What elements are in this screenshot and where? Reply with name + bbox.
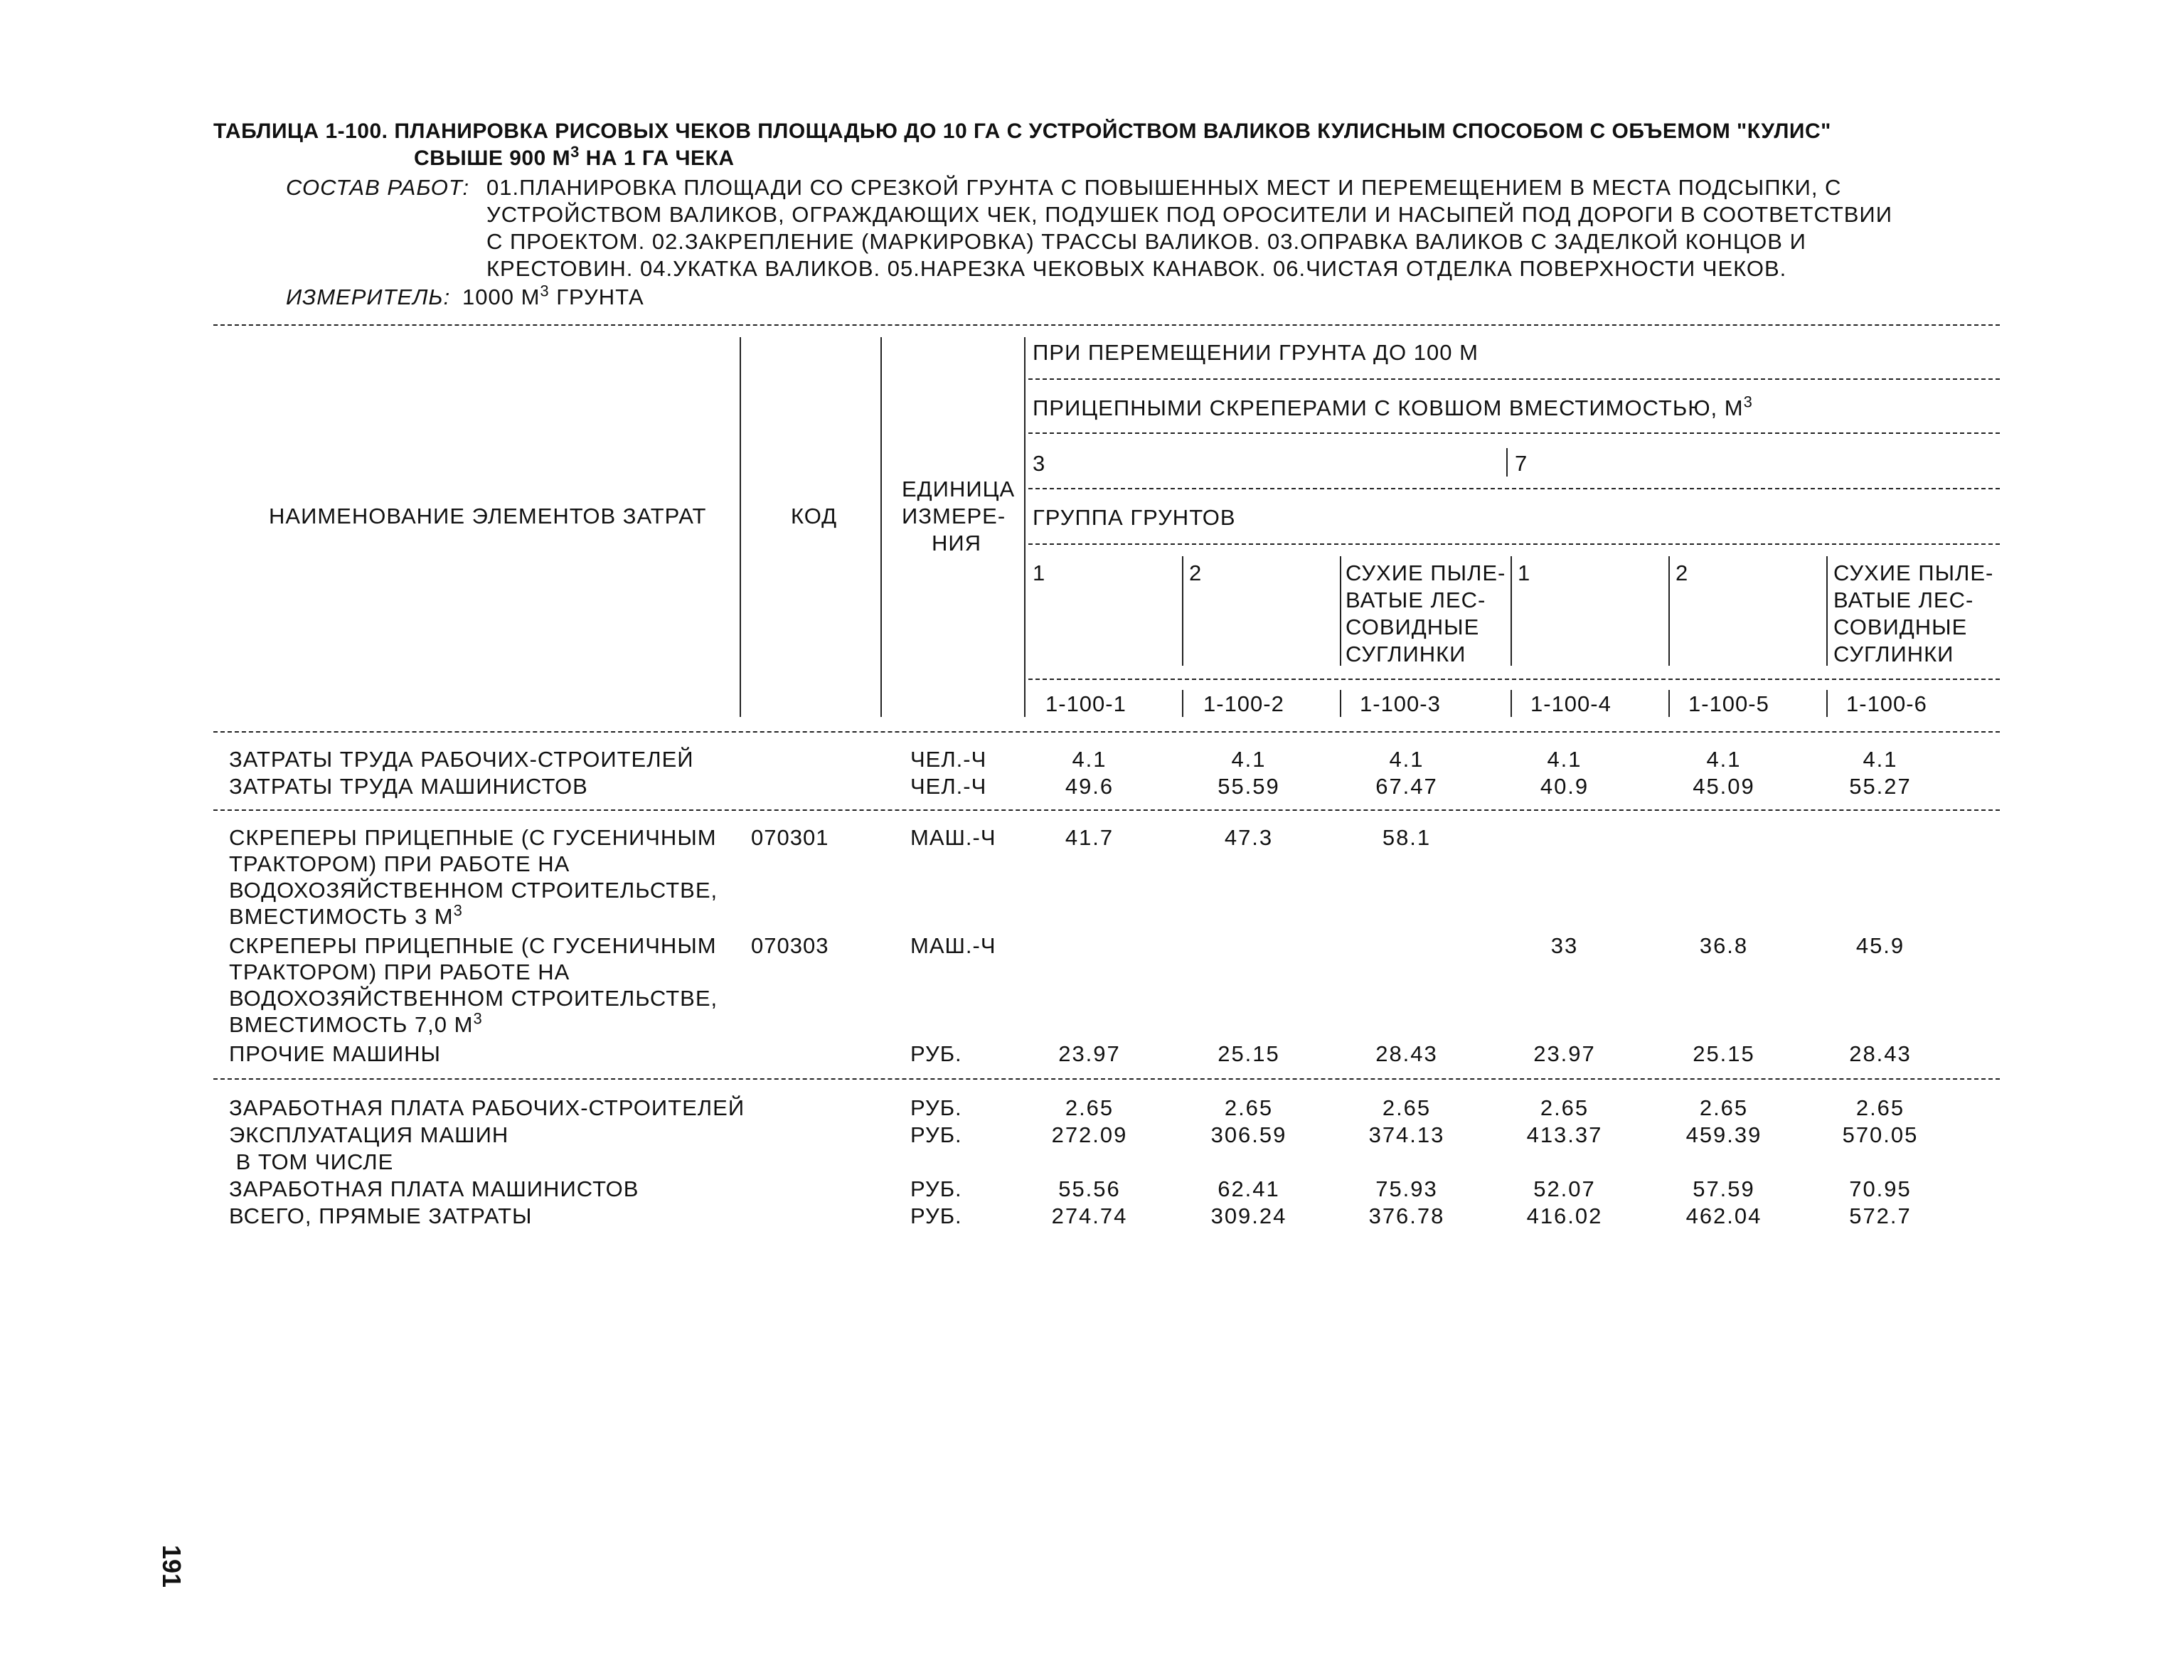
table-cell-value: 28.43 [1375, 1041, 1438, 1066]
table-cell-value: 2.65 [1382, 1095, 1432, 1120]
header-group-2a: 2 [1189, 560, 1203, 585]
table-cell-value: 55.27 [1849, 774, 1912, 799]
rule-after-labor [213, 809, 2000, 811]
header-dry-a-2: ВАТЫЕ ЛЕС- [1346, 588, 1486, 612]
table-cell-value: 67.47 [1375, 774, 1438, 799]
table-row-name: ЗАРАБОТНАЯ ПЛАТА МАШИНИСТОВ [229, 1176, 639, 1201]
table-cell-value: 36.8 [1699, 933, 1749, 958]
measure-text: 1000 М [462, 285, 540, 309]
table-cell-value: 309.24 [1210, 1203, 1287, 1228]
vrule-code-row-6 [1826, 690, 1828, 717]
table-row-name-line [229, 901, 463, 930]
header-code-5: 1-100-5 [1688, 691, 1769, 716]
table-cell-value: 459.39 [1685, 1122, 1762, 1147]
row-name-text: ПРОЧИЕ МАШИНЫ [229, 1041, 441, 1066]
table-row-name-line [229, 1041, 441, 1067]
table-row-name-line [229, 959, 570, 985]
header-movement: ПРИ ПЕРЕМЕЩЕНИИ ГРУНТА ДО 100 М [1033, 340, 1479, 365]
header-capacity-3: 3 [1033, 451, 1046, 476]
rule-top [213, 324, 2000, 326]
table-row-unit: МАШ.-Ч [910, 825, 996, 850]
rule-after-machines [213, 1078, 2000, 1080]
table-cell-value: 572.7 [1849, 1203, 1912, 1228]
row-name-text: ТРАКТОРОМ) ПРИ РАБОТЕ НА [229, 959, 570, 984]
header-group-1a: 1 [1033, 560, 1046, 585]
header-dry-b-3: СОВИДНЫЕ [1833, 615, 1968, 639]
vrule-g1b [1511, 556, 1512, 666]
header-code-6: 1-100-6 [1846, 691, 1927, 716]
table-cell-value: 2.65 [1855, 1095, 1905, 1120]
vrule-name [740, 337, 741, 717]
composition-line-2: УСТРОЙСТВОМ ВАЛИКОВ, ОГРАЖДАЮЩИХ ЧЕК, ПОДУШЕК ПОД ОРОСИТЕЛИ И НАСЫПЕЙ ПОД ДОРОГИ В СООТВЕТСТВИИ [486, 202, 1892, 227]
composition-line-4: КРЕСТОВИН. 04.УКАТКА ВАЛИКОВ. 05.НАРЕЗКА ЧЕКОВЫХ КАНАВОК. 06.ЧИСТАЯ ОТДЕЛКА ПОВЕРХНОСТИ ЧЕКОВ. [486, 256, 1787, 281]
table-cell-value: 33 [1550, 933, 1579, 958]
table-cell-value: 55.59 [1218, 774, 1280, 799]
table-title-line1: ТАБЛИЦА 1-100. ПЛАНИРОВКА РИСОВЫХ ЧЕКОВ ПЛОЩАДЬЮ ДО 10 ГА С УСТРОЙСТВОМ ВАЛИКОВ КУЛИСНЫМ СПОСОБОМ С ОБЪЕМОМ "КУЛИС" [213, 119, 1831, 143]
table-row-code: 070301 [751, 825, 829, 850]
composition-line-3: С ПРОЕКТОМ. 02.ЗАКРЕПЛЕНИЕ (МАРКИРОВКА) ТРАССЫ ВАЛИКОВ. 03.ОПРАВКА ВАЛИКОВ С ЗАДЕЛКОЙ КОНЦОВ И [486, 229, 1806, 254]
table-cell-value: 75.93 [1375, 1176, 1438, 1201]
measure-label: ИЗМЕРИТЕЛЬ: [286, 285, 451, 309]
header-scrapers-text: ПРИЦЕПНЫМИ СКРЕПЕРАМИ С КОВШОМ ВМЕСТИМОСТЬЮ, М [1033, 395, 1744, 420]
table-cell-value: 2.65 [1224, 1095, 1274, 1120]
title-sup: 3 [570, 143, 580, 161]
header-dry-b-1: СУХИЕ ПЫЛЕ- [1833, 560, 1994, 585]
table-cell-value: 55.56 [1058, 1176, 1121, 1201]
table-cell-value: 416.02 [1526, 1203, 1603, 1228]
table-row-name: ЗАРАБОТНАЯ ПЛАТА РАБОЧИХ-СТРОИТЕЛЕЙ [229, 1095, 745, 1120]
rule-h4 [1028, 543, 2000, 545]
title-line2-text: СВЫШЕ 900 М [414, 147, 571, 170]
header-name: НАИМЕНОВАНИЕ ЭЛЕМЕНТОВ ЗАТРАТ [269, 504, 707, 528]
vrule-code-row-2 [1182, 690, 1183, 717]
table-cell-value: 62.41 [1218, 1176, 1280, 1201]
table-cell-value: 2.65 [1699, 1095, 1749, 1120]
table-row-unit: МАШ.-Ч [910, 933, 996, 958]
table-row-name-line [229, 825, 717, 851]
composition-line-1: 01.ПЛАНИРОВКА ПЛОЩАДИ СО СРЕЗКОЙ ГРУНТА С ПОВЫШЕННЫХ МЕСТ И ПЕРЕМЕЩЕНИЕМ В МЕСТА ПОДСЫПКИ, С [486, 175, 1842, 200]
vrule-g2a [1182, 556, 1183, 666]
composition-label: СОСТАВ РАБОТ: [286, 175, 470, 200]
header-unit-3: НИЯ [932, 531, 982, 555]
table-cell-value: 45.9 [1855, 933, 1905, 958]
table-row-unit: РУБ. [910, 1203, 962, 1228]
row-name-text: СКРЕПЕРЫ ПРИЦЕПНЫЕ (С ГУСЕНИЧНЫМ [229, 825, 717, 850]
header-dry-b-2: ВАТЫЕ ЛЕС- [1833, 588, 1974, 612]
table-cell-value: 4.1 [1706, 747, 1742, 772]
header-unit-2: ИЗМЕРЕ- [902, 504, 1006, 528]
table-cell-value: 413.37 [1526, 1122, 1603, 1147]
header-dry-a-3: СОВИДНЫЕ [1346, 615, 1480, 639]
header-code-2: 1-100-2 [1203, 691, 1284, 716]
header-unit-1: ЕДИНИЦА [902, 477, 1016, 501]
header-dry-b-4: СУГЛИНКИ [1833, 642, 1954, 666]
table-row-name-line [229, 933, 717, 959]
table-cell-value: 49.6 [1065, 774, 1114, 799]
table-cell-value: 376.78 [1368, 1203, 1445, 1228]
table-row-name: ВСЕГО, ПРЯМЫЕ ЗАТРАТЫ [229, 1203, 533, 1228]
row-name-text: ВОДОХОЗЯЙСТВЕННОМ СТРОИТЕЛЬСТВЕ, [229, 878, 718, 903]
table-cell-value: 4.1 [1863, 747, 1898, 772]
table-cell-value: 4.1 [1389, 747, 1424, 772]
table-cell-value: 2.65 [1065, 1095, 1114, 1120]
table-cell-value: 58.1 [1382, 825, 1432, 850]
rule-header-bottom [213, 731, 2000, 733]
header-dry-a-4: СУГЛИНКИ [1346, 642, 1466, 666]
table-cell-value: 374.13 [1368, 1122, 1445, 1147]
table-cell-value: 28.43 [1849, 1041, 1912, 1066]
table-cell-value: 4.1 [1072, 747, 1107, 772]
table-row-unit: РУБ. [910, 1095, 962, 1120]
table-cell-value: 462.04 [1685, 1203, 1762, 1228]
table-row-name-line [229, 986, 718, 1011]
table-row-name: В ТОМ ЧИСЛЕ [229, 1149, 394, 1174]
table-cell-value: 4.1 [1231, 747, 1267, 772]
table-cell-value: 2.65 [1540, 1095, 1589, 1120]
header-capacity-7: 7 [1515, 451, 1528, 476]
table-cell-value: 41.7 [1065, 825, 1114, 850]
header-group-1b: 1 [1518, 560, 1531, 585]
table-row-name-line [229, 878, 718, 903]
page-number: 191 [157, 1545, 186, 1588]
table-row-name-line [229, 851, 570, 877]
table-cell-value: 70.95 [1849, 1176, 1912, 1201]
table-cell-value: 47.3 [1224, 825, 1274, 850]
table-cell-value: 25.15 [1693, 1041, 1755, 1066]
table-cell-value: 25.15 [1218, 1041, 1280, 1066]
rule-h3 [1028, 488, 2000, 489]
table-row-unit: ЧЕЛ.-Ч [910, 774, 987, 799]
table-row-unit: РУБ. [910, 1176, 962, 1201]
table-cell-value: 23.97 [1533, 1041, 1596, 1066]
vrule-code-row-3 [1340, 690, 1341, 717]
vrule-dry-a [1340, 556, 1341, 666]
header-scrapers [1033, 395, 1753, 421]
measure-value [462, 282, 644, 310]
row-name-text: ВОДОХОЗЯЙСТВЕННОМ СТРОИТЕЛЬСТВЕ, [229, 986, 718, 1011]
header-dry-a-1: СУХИЕ ПЫЛЕ- [1346, 560, 1506, 585]
vrule-unit [1024, 337, 1026, 717]
vrule-cap7 [1506, 448, 1508, 477]
row-name-text: СКРЕПЕРЫ ПРИЦЕПНЫЕ (С ГУСЕНИЧНЫМ [229, 933, 717, 958]
table-row-name-line [229, 1009, 483, 1038]
header-scrapers-sup: 3 [1743, 393, 1753, 411]
vrule-g2b [1668, 556, 1670, 666]
table-cell-value: 40.9 [1540, 774, 1589, 799]
vrule-code-row-5 [1668, 690, 1670, 717]
table-cell-value: 57.59 [1693, 1176, 1755, 1201]
measure-tail: ГРУНТА [549, 285, 644, 309]
rule-h1 [1028, 378, 2000, 380]
rule-h5 [1028, 679, 2000, 680]
table-row-unit: ЧЕЛ.-Ч [910, 747, 987, 772]
header-code-1: 1-100-1 [1045, 691, 1126, 716]
table-cell-value: 23.97 [1058, 1041, 1121, 1066]
table-row-unit: РУБ. [910, 1041, 962, 1066]
table-row-name: ЗАТРАТЫ ТРУДА РАБОЧИХ-СТРОИТЕЛЕЙ [229, 747, 694, 772]
table-row-unit: РУБ. [910, 1122, 962, 1147]
title-line2-tail: НА 1 ГА ЧЕКА [579, 147, 735, 170]
row-name-text: ВМЕСТИМОСТЬ 3 М [229, 904, 454, 929]
row-name-text: ВМЕСТИМОСТЬ 7,0 М [229, 1012, 474, 1037]
table-cell-value: 45.09 [1693, 774, 1755, 799]
measure-sup: 3 [540, 282, 550, 300]
table-row-name: ЗАТРАТЫ ТРУДА МАШИНИСТОВ [229, 774, 588, 799]
vrule-code [880, 337, 882, 717]
row-name-sup: 3 [473, 1009, 483, 1028]
table-row-name: ЭКСПЛУАТАЦИЯ МАШИН [229, 1122, 509, 1147]
vrule-code-row-4 [1511, 690, 1512, 717]
table-cell-value: 306.59 [1210, 1122, 1287, 1147]
header-code-4: 1-100-4 [1530, 691, 1612, 716]
header-code-3: 1-100-3 [1360, 691, 1441, 716]
table-title-line2 [414, 143, 735, 171]
table-cell-value: 272.09 [1051, 1122, 1128, 1147]
rule-h2 [1028, 432, 2000, 434]
table-cell-value: 570.05 [1842, 1122, 1919, 1147]
header-group-2b: 2 [1676, 560, 1689, 585]
vrule-dry-b [1826, 556, 1828, 666]
row-name-text: ТРАКТОРОМ) ПРИ РАБОТЕ НА [229, 851, 570, 876]
table-cell-value: 4.1 [1547, 747, 1582, 772]
header-code: КОД [791, 504, 838, 528]
table-row-code: 070303 [751, 933, 829, 958]
vrule-code-row-1 [1024, 690, 1026, 717]
header-soil-group: ГРУППА ГРУНТОВ [1033, 505, 1236, 530]
table-cell-value: 52.07 [1533, 1176, 1596, 1201]
row-name-sup: 3 [453, 901, 463, 920]
table-cell-value: 274.74 [1051, 1203, 1128, 1228]
